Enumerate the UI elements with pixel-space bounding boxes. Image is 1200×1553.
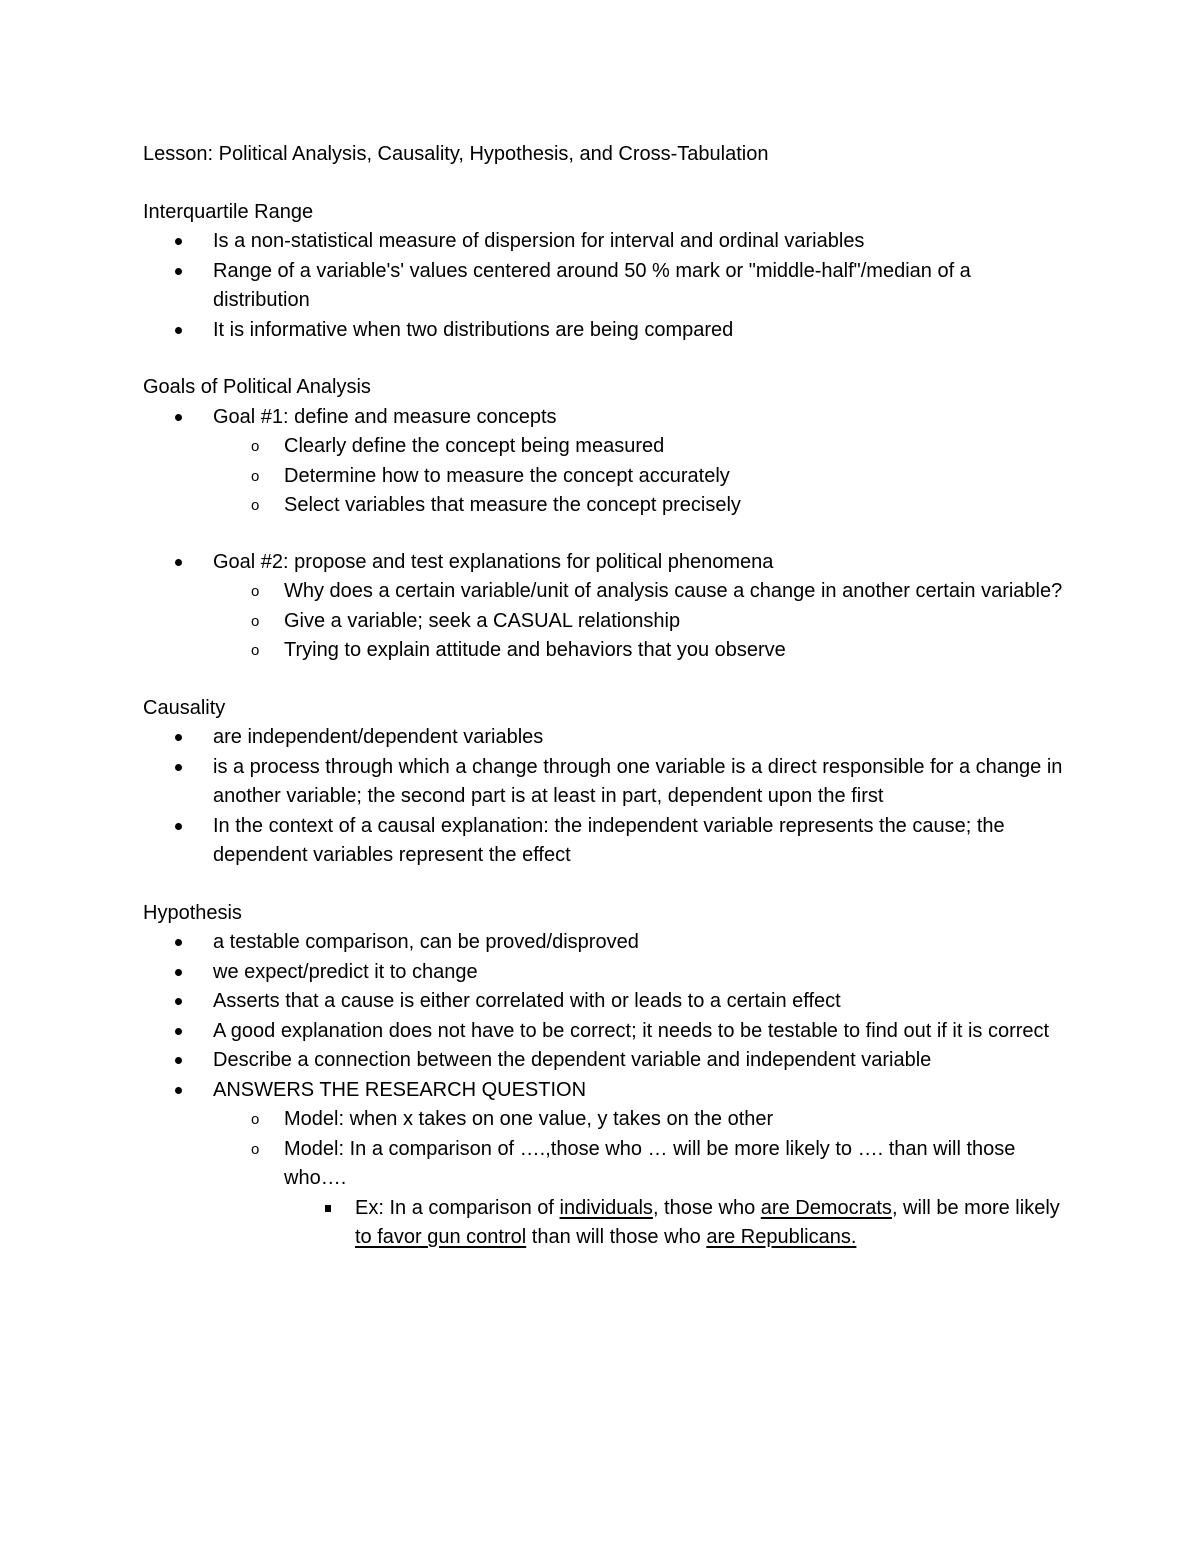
bullet-icon <box>175 268 182 275</box>
list-item: In the context of a causal explanation: the independent variable represents the cause; the dependent variables represent the effect <box>143 812 1063 871</box>
list-item: Range of a variable's' values centered around 50 % mark or "middle-half"/median of a distribution <box>143 257 1063 316</box>
circle-outline-bullet-icon: o <box>251 583 260 600</box>
bullet-icon <box>175 327 182 334</box>
bullet-icon <box>175 969 182 976</box>
underlined-text: individuals <box>559 1196 653 1219</box>
bullet-icon <box>175 559 182 566</box>
list-item: are independent/dependent variables <box>143 723 1063 753</box>
list-item-goal-1: Goal #1: define and measure concepts o Clearly define the concept being measured o Determine how to measure the concept accurately o Select variables that measure the concept precisely <box>143 403 1063 521</box>
hypothesis-list <box>143 928 1063 1253</box>
sublist-item: o Model: In a comparison of ….,those who … will be more likely to …. than will those who…. Ex: In a comparison of individuals, those who are Democrats, will be more likely to favor gun control than will those who are Republicans. <box>143 1135 1063 1253</box>
underlined-text: are Democrats <box>760 1196 892 1219</box>
heading-interquartile-range: Interquartile Range <box>143 200 314 223</box>
circle-outline-bullet-icon: o <box>251 497 260 514</box>
sublist-item: o Give a variable; seek a CASUAL relationship <box>143 607 1063 637</box>
bullet-icon <box>175 939 182 946</box>
heading-causality: Causality <box>143 696 226 719</box>
sublist-item: o Clearly define the concept being measured <box>143 432 1063 462</box>
underlined-text: are Republicans. <box>706 1226 857 1248</box>
document-content <box>143 140 1063 1253</box>
bullet-icon <box>175 1028 182 1035</box>
circle-outline-bullet-icon: o <box>251 1140 260 1158</box>
model-sublist <box>213 1105 1063 1253</box>
sublist-item: o Determine how to measure the concept accurately <box>143 462 1063 492</box>
list-item: Is a non-statistical measure of dispersion for interval and ordinal variables <box>143 227 1063 257</box>
sublist-item: o Select variables that measure the concept precisely <box>143 491 1063 521</box>
goal-1-sublist <box>213 432 1063 521</box>
bullet-icon <box>175 998 182 1005</box>
heading-goals: Goals of Political Analysis <box>143 376 371 398</box>
goal-2-sublist <box>213 577 1063 666</box>
bullet-icon <box>175 823 182 830</box>
underlined-text: to favor gun control <box>355 1226 527 1248</box>
lesson-title: Lesson: Political Analysis, Causality, Hypothesis, and Cross-Tabulation <box>143 143 769 165</box>
sublist-item: o Why does a certain variable/unit of analysis cause a change in another certain variable? <box>143 577 1063 607</box>
list-item: It is informative when two distributions are being compared <box>143 316 1063 346</box>
bullet-icon <box>175 1087 182 1094</box>
sublist-item: o Trying to explain attitude and behaviors that you observe <box>143 636 1063 666</box>
circle-outline-bullet-icon: o <box>251 1111 260 1128</box>
list-item: we expect/predict it to change <box>143 958 1063 988</box>
example-item: Ex: In a comparison of individuals, those who are Democrats, will be more likely to favor gun control than will those who are Republicans. <box>143 1194 1063 1253</box>
circle-outline-bullet-icon: o <box>251 612 260 630</box>
list-item: is a process through which a change through one variable is a direct responsible for a change in another variable; the second part is at least in part, dependent upon the first <box>143 753 1063 812</box>
list-item: A good explanation does not have to be correct; it needs to be testable to find out if it is correct <box>143 1017 1063 1047</box>
heading-hypothesis: Hypothesis <box>143 901 242 924</box>
bullet-icon <box>175 1057 182 1064</box>
list-item-goal-2: Goal #2: propose and test explanations for political phenomena o Why does a certain variable/unit of analysis cause a change in another certain variable? o Give a variable; seek a CASUAL relationship o Trying to explain attitude and behaviors that you observe <box>143 548 1063 666</box>
sublist-item: o Model: when x takes on one value, y takes on the other <box>143 1105 1063 1135</box>
goals-list <box>143 403 1063 521</box>
list-item: a testable comparison, can be proved/disproved <box>143 928 1063 958</box>
goals-list-continued <box>143 548 1063 666</box>
list-item-research-question: ANSWERS THE RESEARCH QUESTION o Model: when x takes on one value, y takes on the other o Model: In a comparison of ….,those who … will be more likely to …. than will those who…. Ex: In a comparison of individuals, those who are Democrats, will be more likely to favor gun control than will those who are Republicans. <box>143 1076 1063 1253</box>
bullet-icon <box>175 764 182 771</box>
circle-outline-bullet-icon: o <box>251 438 260 455</box>
circle-outline-bullet-icon: o <box>251 467 260 485</box>
circle-outline-bullet-icon: o <box>251 642 260 659</box>
bullet-icon <box>175 734 182 741</box>
square-bullet-icon <box>325 1205 331 1212</box>
list-item: Describe a connection between the dependent variable and independent variable <box>143 1046 1063 1076</box>
list-item: Asserts that a cause is either correlated with or leads to a certain effect <box>143 987 1063 1017</box>
iqr-list <box>143 227 1063 345</box>
bullet-icon <box>175 414 182 421</box>
causality-list <box>143 723 1063 871</box>
example-sublist <box>284 1194 1063 1253</box>
bullet-icon <box>175 238 182 245</box>
